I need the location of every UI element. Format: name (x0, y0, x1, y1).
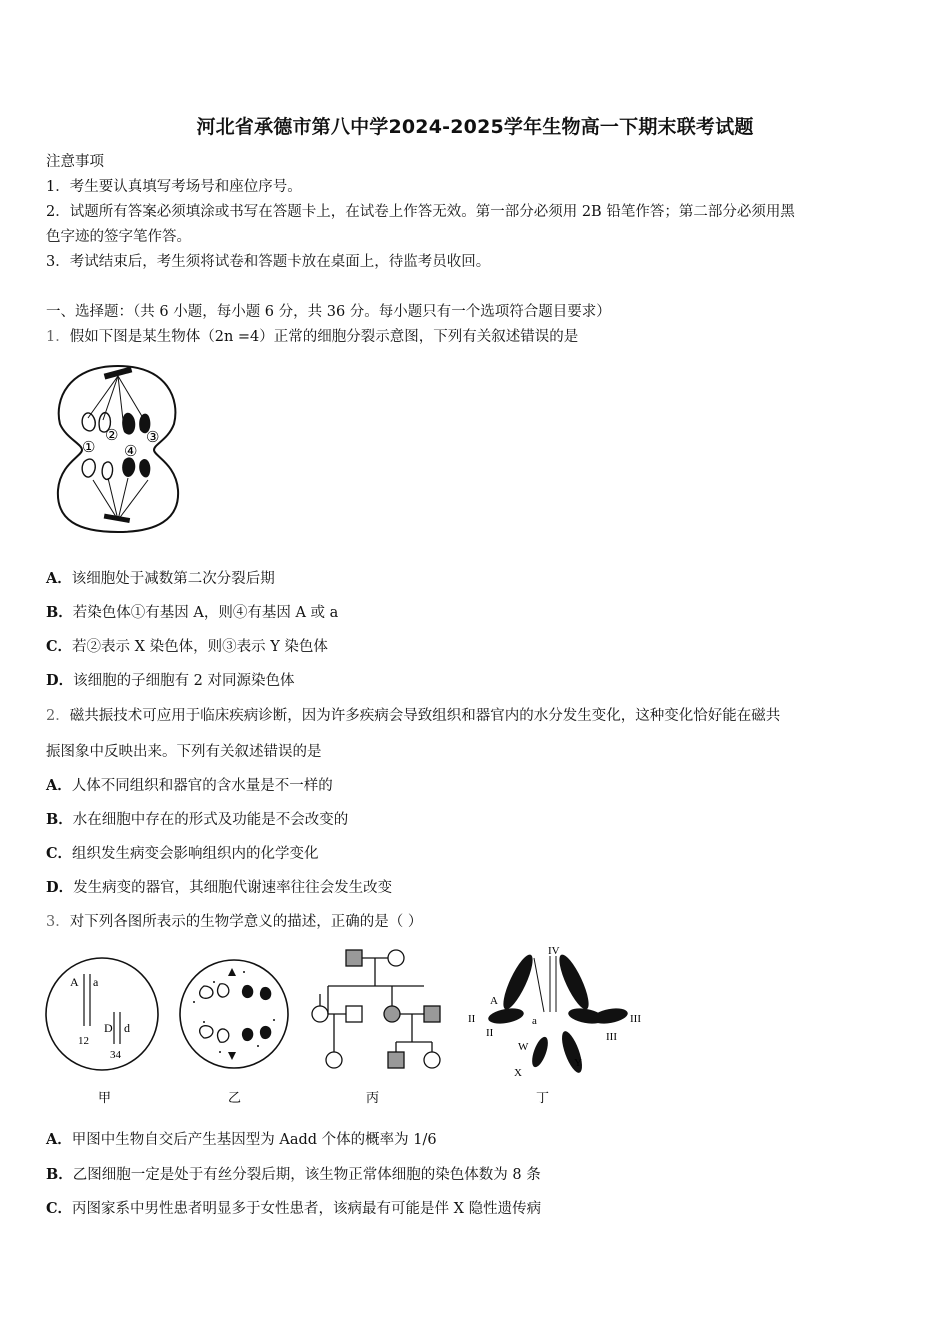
svg-text:Y: Y (574, 1057, 582, 1069)
notice-item-2-cont: 色字迹的签字笔作答。 (46, 229, 191, 245)
caption-bing: 丙 (366, 1090, 380, 1105)
caption-ding: 丁 (536, 1090, 550, 1105)
fig-ding (468, 945, 641, 1079)
svg-text:34: 34 (110, 1049, 121, 1061)
q2-stem-line2: 振图象中反映出来。下列有关叙述错误的是 (46, 744, 322, 760)
page-title: 河北省承德市第八中学2024-2025学年生物高一下期末联考试题 (196, 116, 754, 138)
svg-text:a: a (532, 1015, 537, 1027)
q1-stem (46, 327, 578, 347)
q1-cell-division-figure (48, 360, 188, 540)
q1-number: 1． (46, 329, 70, 345)
section-heading: 一、选择题：（共 6 小题，每小题 6 分，共 36 分。每小题只有一个选项符合题目要求） (46, 304, 611, 320)
svg-text:II: II (468, 1013, 476, 1025)
q3-option-c[interactable]: C．丙图家系中男性患者明显多于女性患者，该病最有可能是伴 X 隐性遗传病 (46, 1200, 542, 1217)
q3-option-a[interactable]: A．甲图中生物自交后产生基因型为 Aadd 个体的概率为 1/6 (46, 1131, 437, 1148)
svg-text:IV: IV (548, 945, 560, 957)
q2-option-d[interactable]: D．发生病变的器官，其细胞代谢速率往往会发生改变 (46, 879, 393, 896)
q1-label-2: ② (105, 428, 119, 444)
svg-text:X: X (514, 1067, 522, 1079)
q2-option-b[interactable]: B．水在细胞中存在的形式及功能是不会改变的 (46, 811, 349, 828)
fig-jia (46, 958, 158, 1070)
notice-item-1: 1．考生要认真填写考场号和座位序号。 (46, 179, 302, 195)
q3-stem: 3．对下列各图所表示的生物学意义的描述，正确的是（ ） (46, 914, 423, 930)
notice-heading: 注意事项 (46, 154, 104, 170)
svg-text:a: a (93, 975, 99, 989)
q1-stem-text: 假如下图是某生物体（2n =4）正常的细胞分裂示意图，下列有关叙述错误的是 (69, 329, 579, 345)
q2-option-a[interactable]: A．人体不同组织和器官的含水量是不一样的 (46, 777, 333, 794)
q1-label-3: ③ (146, 430, 160, 446)
q3-number: 3． (46, 914, 70, 930)
q1-option-d[interactable]: D．该细胞的子细胞有 2 对同源染色体 (46, 672, 295, 689)
notice-item-2: 2．试题所有答案必须填涂或书写在答题卡上，在试卷上作答无效。第一部分必须用 2B 铅笔作答；第二部分必须用黑 (46, 204, 795, 220)
notice-item-3: 3．考试结束后，考生须将试卷和答题卡放在桌面上，待监考员收回。 (46, 254, 491, 270)
fig-yi (180, 960, 288, 1068)
q1-option-c[interactable]: C．若②表示 X 染色体，则③表示 Y 染色体 (46, 638, 328, 655)
q3-option-b[interactable]: B．乙图细胞一定是处于有丝分裂后期，该生物正常体细胞的染色体数为 8 条 (46, 1166, 541, 1183)
svg-text:12: 12 (78, 1035, 89, 1047)
caption-jia: 甲 (98, 1090, 112, 1105)
svg-text:II: II (486, 1027, 494, 1039)
svg-text:d: d (124, 1021, 130, 1035)
q1-label-4: ④ (124, 444, 138, 460)
q2-number: 2． (46, 708, 70, 724)
q2-stem-line1: 2．磁共振技术可应用于临床疾病诊断，因为许多疾病会导致组织和器官内的水分发生变化，这种变化恰好能在磁共 (46, 708, 781, 724)
fig-bing (312, 950, 440, 1068)
svg-text:D: D (104, 1021, 113, 1035)
svg-text:A: A (70, 975, 79, 989)
q1-option-b[interactable]: B．若染色体①有基因 A，则④有基因 A 或 a (46, 604, 339, 621)
caption-yi: 乙 (228, 1090, 242, 1105)
svg-text:A: A (490, 995, 498, 1007)
q1-option-a[interactable]: A．该细胞处于减数第二次分裂后期 (46, 570, 275, 587)
q3-figures (44, 942, 654, 1112)
q1-label-1: ① (82, 440, 96, 456)
svg-text:W: W (518, 1041, 529, 1053)
svg-text:III: III (606, 1031, 617, 1043)
q2-option-c[interactable]: C．组织发生病变会影响组织内的化学变化 (46, 845, 319, 862)
svg-text:III: III (630, 1013, 641, 1025)
